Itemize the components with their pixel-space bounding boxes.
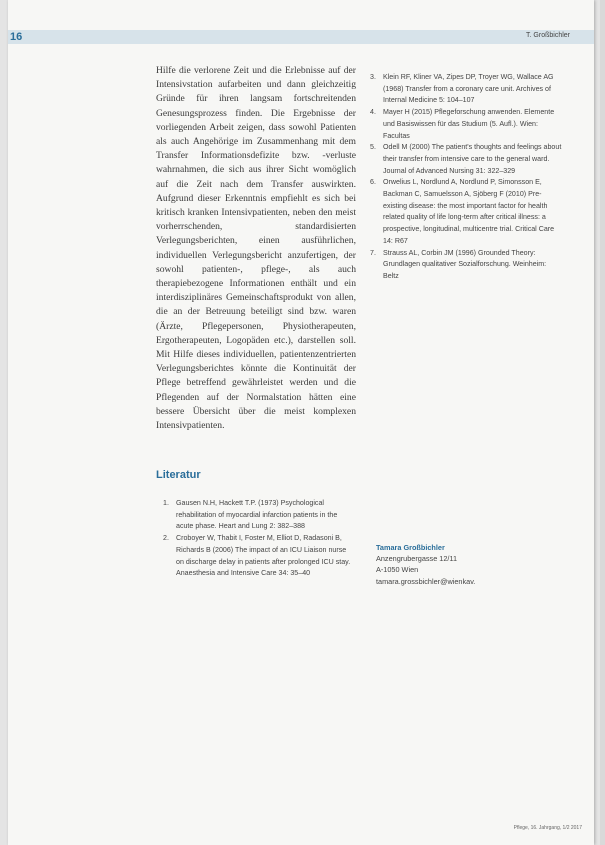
- reference-list-left: [163, 498, 356, 580]
- author-email: tamara.grossbichler@wienkav.: [376, 576, 476, 586]
- literature-heading: Literatur: [156, 469, 201, 481]
- reference-text: Croboyer W, Thabit I, Foster M, Elliot D, Radasoni B, Richards B (2006) The impact of an ICU Liaison nurse on discharge delay in patients after prolonged ICU stay. Anaesthesia and Intensive Care 34: 35–40: [176, 534, 351, 578]
- author-city: A-1050 Wien: [376, 565, 419, 575]
- reference-text: Odell M (2000) The patient's thoughts and feelings about their transfer from intensive care to the general ward. Journal of Advanced Nursing 31: 322–329: [383, 143, 562, 175]
- reference-list-right: [370, 72, 562, 283]
- page-number: 16: [10, 31, 23, 43]
- running-head: T. Großbichler: [526, 32, 570, 39]
- footer-citation: Pflege, 16. Jahrgang, 1/2 2017: [513, 825, 582, 831]
- header-bar: [8, 30, 594, 44]
- author-name: Tamara Großbichler: [376, 543, 445, 552]
- document-page: [8, 0, 594, 845]
- reference-item: [370, 248, 562, 283]
- reference-number: 4.: [370, 108, 376, 117]
- body-paragraph: Hilfe die verlorene Zeit und die Erlebnisse auf der Intensivstation aufarbeiten und dann gleichzeitig Gründe für ihren langsam fortschreitenden Genesungsprozess finden. Die Ergebnisse der vorliegenden Arbeit zeigen, dass sowohl Patienten als auch Angehörige im Zusammenhang mit dem Transfer Informationsdefizite bzw. -verluste wahrnahmen, die sich aus ihrer Sicht womöglich auf die Zeit nach dem Transfer auswirkten. Aufgrund dieser Erkenntnis empfiehlt es sich bei kritisch kranken Intensivpatienten, neben den meist vorherrschenden, standardisierten Verlegungsberichten, einen ausführlichen, individuellen Verlegungsbericht anzufertigen, der sowohl patienten-, pflege-, als auch therapiebezogene Informationen enthält und ein interdisziplinäres Gemeinschaftsprodukt von allen, die an der Betreuung beteiligt sind bzw. waren (Ärzte, Pflegepersonen, Physiotherapeuten, Ergotherapeuten, Logopäden etc.), darstellen soll. Mit Hilfe dieses individuellen, patientenzentrierten Verlegungsberichtes könnte die Kontinuität der Pflege betreffend gewährleistet werden und die Pflegenden auf der Normalstation hätten eine bessere Übersicht über die meist komplexen Intensivpatienten.: [156, 65, 356, 432]
- reference-number: 6.: [370, 178, 376, 187]
- reference-text: Mayer H (2015) Pflegeforschung anwenden. Elemente und Basiswissen für das Studium (5. Aufl.). Wien: Facultas: [383, 108, 555, 140]
- author-street: Anzengrubergasse 12/11: [376, 554, 457, 564]
- reference-item: [370, 107, 562, 142]
- reference-item: [370, 72, 562, 107]
- reference-number: 1.: [163, 499, 169, 507]
- reference-item: [370, 177, 562, 247]
- page-edge: [600, 0, 605, 845]
- reference-number: 5.: [370, 143, 376, 152]
- author-contact: [376, 542, 475, 587]
- reference-item: [163, 533, 356, 580]
- reference-number: 2.: [163, 534, 169, 543]
- reference-number: 3.: [370, 73, 376, 81]
- reference-item: [163, 498, 356, 533]
- reference-item: [370, 142, 562, 177]
- reference-text: Orwelius L, Nordlund A, Nordlund P, Simonsson E, Backman C, Samuelsson A, Sjöberg F (2010) Pre-existing disease: the most important factor for health related quality of life long-term after critical illness: a prospective, longitudinal, multicentre trial. Critical Care 14: R67: [383, 178, 555, 245]
- reference-number: 7.: [370, 248, 376, 257]
- reference-text: Klein RF, Kliner VA, Zipes DP, Troyer WG, Wallace AG (1968) Transfer from a coronary care unit. Archives of Internal Medicine 5: 104–107: [383, 73, 554, 105]
- reference-text: Strauss AL, Corbin JM (1996) Grounded Theory: Grundlagen qualitativer Sozialforschung. Weinheim: Beltz: [383, 248, 547, 280]
- reference-text: Gausen N.H, Hackett T.P. (1973) Psychological rehabilitation of myocardial infarction patients in the acute phase. Heart and Lung 2: 382–388: [176, 499, 338, 531]
